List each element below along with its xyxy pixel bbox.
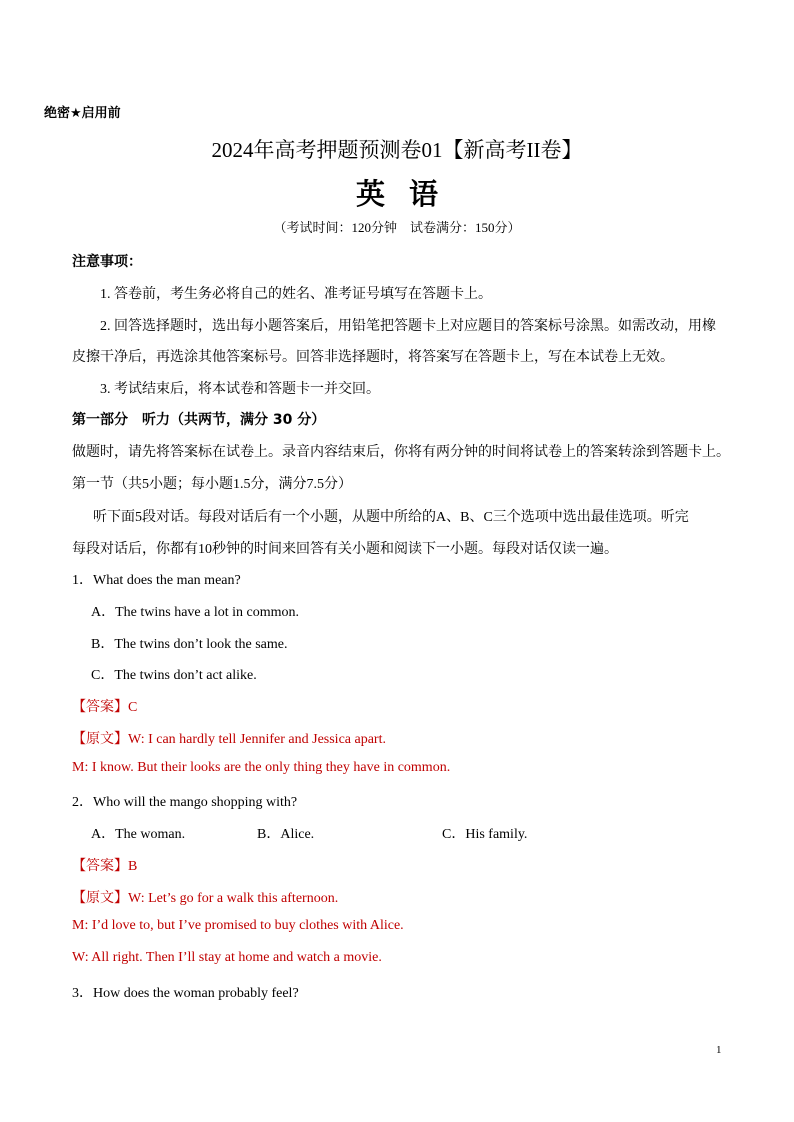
answer-label: 【答案】C <box>72 700 138 715</box>
exam-title: 2024年高考押题预测卷01【新高考II卷】 <box>211 138 583 162</box>
subject-title: 英语 <box>355 179 462 211</box>
section1-heading: 第一节（共5小题；每小题1.5分，满分7.5分） <box>72 477 352 492</box>
option-a: A．The woman. <box>91 827 186 842</box>
option-b: B．The twins don’t look the same. <box>91 637 288 652</box>
transcript-line: M: I know. But their looks are the only thing they have in common. <box>72 760 451 775</box>
question-stem: 3．How does the woman probably feel? <box>72 986 299 1001</box>
question-stem: 2．Who will the mango shopping with? <box>72 795 298 810</box>
confidential-label: 绝密★启用前 <box>44 106 121 121</box>
transcript-line: M: I’d love to, but I’ve promised to buy clothes with Alice. <box>72 918 404 933</box>
part1-heading: 第一部分 听力（共两节，满分 30 分） <box>72 412 326 428</box>
section1-instruction: 听下面5段对话。每段对话后有一个小题，从题中所给的A、B、C三个选项中选出最佳选项。听完 <box>93 510 689 525</box>
note-item: 1. 答卷前，考生务必将自己的姓名、准考证号填写在答题卡上。 <box>100 287 492 302</box>
option-a: A．The twins have a lot in common. <box>91 605 300 620</box>
question-stem: 1．What does the man mean? <box>72 573 241 588</box>
transcript-line: 【原文】W: I can hardly tell Jennifer and Jessica apart. <box>72 732 386 747</box>
note-item: 2. 回答选择题时，选出每小题答案后，用铅笔把答题卡上对应题目的答案标号涂黑。如需改动，用橡 <box>100 319 716 334</box>
note-item: 皮擦干净后，再选涂其他答案标号。回答非选择题时，将答案写在答题卡上，写在本试卷上无效。 <box>72 350 674 365</box>
exam-info: （考试时间：120分钟 试卷满分：150分） <box>273 220 521 235</box>
part1-instruction: 做题时，请先将答案标在试卷上。录音内容结束后，你将有两分钟的时间将试卷上的答案转涂到答题卡上。 <box>72 445 730 460</box>
section1-instruction: 每段对话后，你都有10秒钟的时间来回答有关小题和阅读下一小题。每段对话仅读一遍。 <box>72 542 618 557</box>
transcript-line: W: All right. Then I’ll stay at home and watch a movie. <box>72 950 382 965</box>
option-b: B．Alice. <box>257 827 315 842</box>
note-item: 3. 考试结束后，将本试卷和答题卡一并交回。 <box>100 382 380 397</box>
notes-heading: 注意事项： <box>72 254 142 270</box>
page-number: 1 <box>716 1044 722 1056</box>
transcript-line: 【原文】W: Let’s go for a walk this afternoon. <box>72 891 339 906</box>
option-c: C．His family. <box>442 827 528 842</box>
answer-label: 【答案】B <box>72 859 138 874</box>
option-c: C．The twins don’t act alike. <box>91 668 257 683</box>
